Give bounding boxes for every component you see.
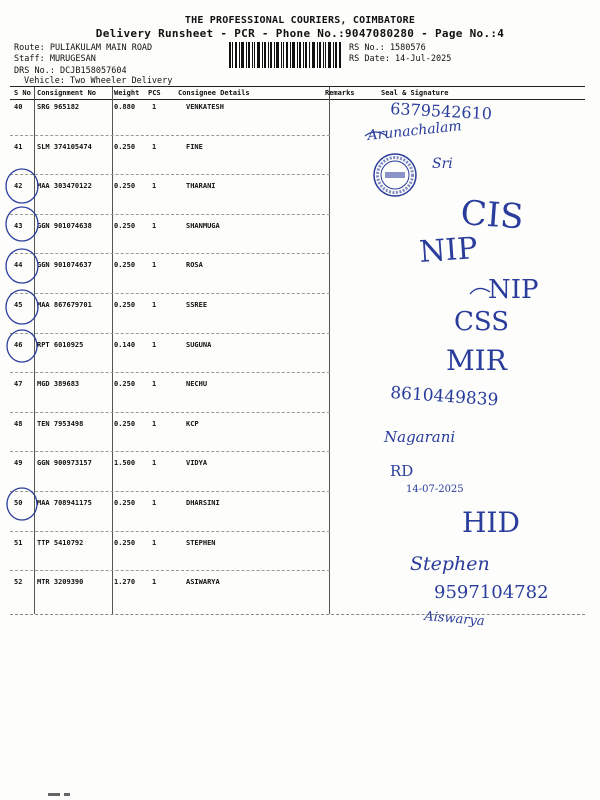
cell-pcs: 1	[152, 221, 157, 230]
vehicle-label: Vehicle: Two Wheeler Delivery	[24, 76, 173, 86]
cell-consignment: RPT 6010925	[37, 340, 84, 349]
company-title: THE PROFESSIONAL COURIERS, COIMBATORE	[184, 15, 416, 26]
cell-consignment: SLM 374105474	[37, 142, 92, 151]
cell-consignment: GGN 901074638	[37, 221, 92, 230]
cell-sno: 51	[14, 538, 23, 547]
col-header-sno: S No	[14, 89, 31, 97]
col-header-consignee: Consignee Details	[178, 89, 250, 97]
cell-consignment: GGN 901074637	[37, 261, 92, 270]
cell-consignee: NECHU	[186, 380, 208, 389]
seal-stamp-icon	[372, 152, 418, 198]
cell-pcs: 1	[152, 103, 157, 111]
signature: RD	[390, 462, 414, 480]
cell-sno: 49	[14, 459, 23, 468]
scan-mark	[48, 792, 88, 798]
table-bottom-border	[10, 614, 585, 615]
signature: NIP	[418, 230, 479, 270]
cell-pcs: 1	[152, 419, 157, 428]
cell-weight: 0.250	[114, 261, 136, 270]
cell-weight: 0.250	[114, 221, 136, 230]
cell-sno: 46	[14, 340, 23, 349]
cell-consignment: MAA 303470122	[37, 182, 92, 191]
cell-consignee: VIDYA	[186, 459, 208, 468]
cell-sno: 45	[14, 301, 23, 309]
signature: HID	[462, 506, 520, 539]
cell-pcs: 1	[152, 380, 157, 389]
cell-pcs: 1	[152, 459, 157, 468]
rs-number: RS No.: 1580576	[349, 43, 426, 53]
cell-consignee: FINE	[186, 142, 203, 151]
cell-sno: 50	[14, 499, 23, 507]
barcode-icon	[229, 42, 341, 68]
cell-consignee: SHANMUGA	[186, 221, 220, 230]
cell-weight: 0.250	[114, 301, 136, 309]
cell-sno: 48	[14, 419, 23, 428]
cell-consignee: ROSA	[186, 261, 203, 270]
cell-consignment: TEN 7953498	[37, 419, 84, 428]
cell-consignee: VENKATESH	[186, 103, 224, 111]
cell-consignee: SUGUNA	[186, 340, 212, 349]
column-divider	[329, 87, 330, 614]
cell-pcs: 1	[152, 142, 157, 151]
cell-weight: 0.250	[114, 538, 136, 547]
cell-weight: 0.250	[114, 182, 136, 191]
cell-consignment: GGN 900973157	[37, 459, 92, 468]
date-note: 14-07-2025	[406, 484, 464, 495]
cell-consignment: MAA 708941175	[37, 499, 92, 507]
signature: MIR	[446, 344, 507, 377]
row-divider	[10, 214, 330, 215]
row-divider	[10, 174, 330, 175]
cell-pcs: 1	[152, 301, 157, 309]
staff-label: Staff: MURUGESAN	[14, 54, 96, 64]
cell-consignment: MAA 867679701	[37, 301, 92, 309]
signature: CSS	[454, 307, 510, 337]
signature-stroke	[470, 288, 490, 294]
row-divider	[10, 570, 330, 571]
row-divider	[10, 372, 330, 373]
row-divider	[10, 293, 330, 294]
cell-sno: 44	[14, 261, 23, 270]
phone-note: 6379542610	[389, 99, 493, 124]
cell-pcs: 1	[152, 261, 157, 270]
signature: Sri	[432, 156, 453, 172]
signature: Stephen	[410, 553, 490, 575]
cell-pcs: 1	[152, 538, 157, 547]
column-divider	[34, 87, 35, 614]
signature: CIS	[459, 193, 525, 238]
cell-pcs: 1	[152, 182, 157, 191]
col-header-pcs: PCS	[148, 89, 161, 97]
cell-consignment: TTP 5410792	[37, 538, 84, 547]
row-divider	[10, 531, 330, 532]
cell-consignee: KCP	[186, 419, 199, 428]
cell-weight: 0.250	[114, 499, 136, 507]
phone-note: 9597104782	[434, 582, 549, 603]
drs-number: DRS No.: DCJB158057604	[14, 66, 127, 76]
cell-consignee: ASIWARYA	[186, 578, 220, 587]
route-label: Route: PULIAKULAM MAIN ROAD	[14, 43, 153, 53]
cell-sno: 41	[14, 142, 23, 151]
cell-sno: 47	[14, 380, 23, 389]
table-header-border	[10, 99, 585, 100]
col-header-remarks: Remarks	[325, 89, 355, 97]
table-top-border	[10, 86, 585, 87]
cell-sno: 40	[14, 103, 23, 111]
cell-weight: 1.500	[114, 459, 136, 468]
cell-pcs: 1	[152, 578, 157, 587]
signature: Aiswarya	[423, 609, 486, 630]
phone-note: 8610449839	[389, 383, 499, 411]
cell-weight: 0.140	[114, 340, 136, 349]
cell-sno: 42	[14, 182, 23, 191]
row-divider	[10, 253, 330, 254]
row-divider	[10, 333, 330, 334]
column-divider	[112, 87, 113, 614]
row-divider	[10, 451, 330, 452]
col-header-seal: Seal & Signature	[381, 89, 449, 97]
cell-consignee: DHARSINI	[186, 499, 220, 507]
row-divider	[10, 491, 330, 492]
cell-consignee: THARANI	[186, 182, 216, 191]
cell-consignment: MTR 3209390	[37, 578, 84, 587]
cell-consignment: SRG 965182	[37, 103, 80, 111]
col-header-consignment: Consignment No	[37, 89, 97, 97]
signature-stroke	[365, 132, 387, 136]
cell-sno: 52	[14, 578, 23, 587]
signature: Nagarani	[384, 428, 456, 446]
cell-pcs: 1	[152, 340, 157, 349]
rs-date: RS Date: 14-Jul-2025	[349, 54, 452, 64]
cell-pcs: 1	[152, 499, 157, 507]
signature: NIP	[488, 275, 539, 305]
col-header-weight: Weight	[114, 89, 140, 97]
row-divider	[10, 135, 330, 136]
cell-weight: 0.250	[114, 380, 136, 389]
cell-consignee: STEPHEN	[186, 538, 216, 547]
row-divider	[10, 412, 330, 413]
runsheet-subtitle: Delivery Runsheet - PCR - Phone No.:9047080280 - Page No.:4	[95, 27, 505, 40]
cell-weight: 1.270	[114, 578, 136, 587]
cell-weight: 0.880	[114, 103, 136, 111]
cell-sno: 43	[14, 221, 23, 230]
cell-consignee: SSREE	[186, 301, 208, 309]
cell-weight: 0.250	[114, 419, 136, 428]
signature: Arunachalam	[366, 118, 463, 144]
cell-weight: 0.250	[114, 142, 136, 151]
cell-consignment: MGD 389683	[37, 380, 80, 389]
